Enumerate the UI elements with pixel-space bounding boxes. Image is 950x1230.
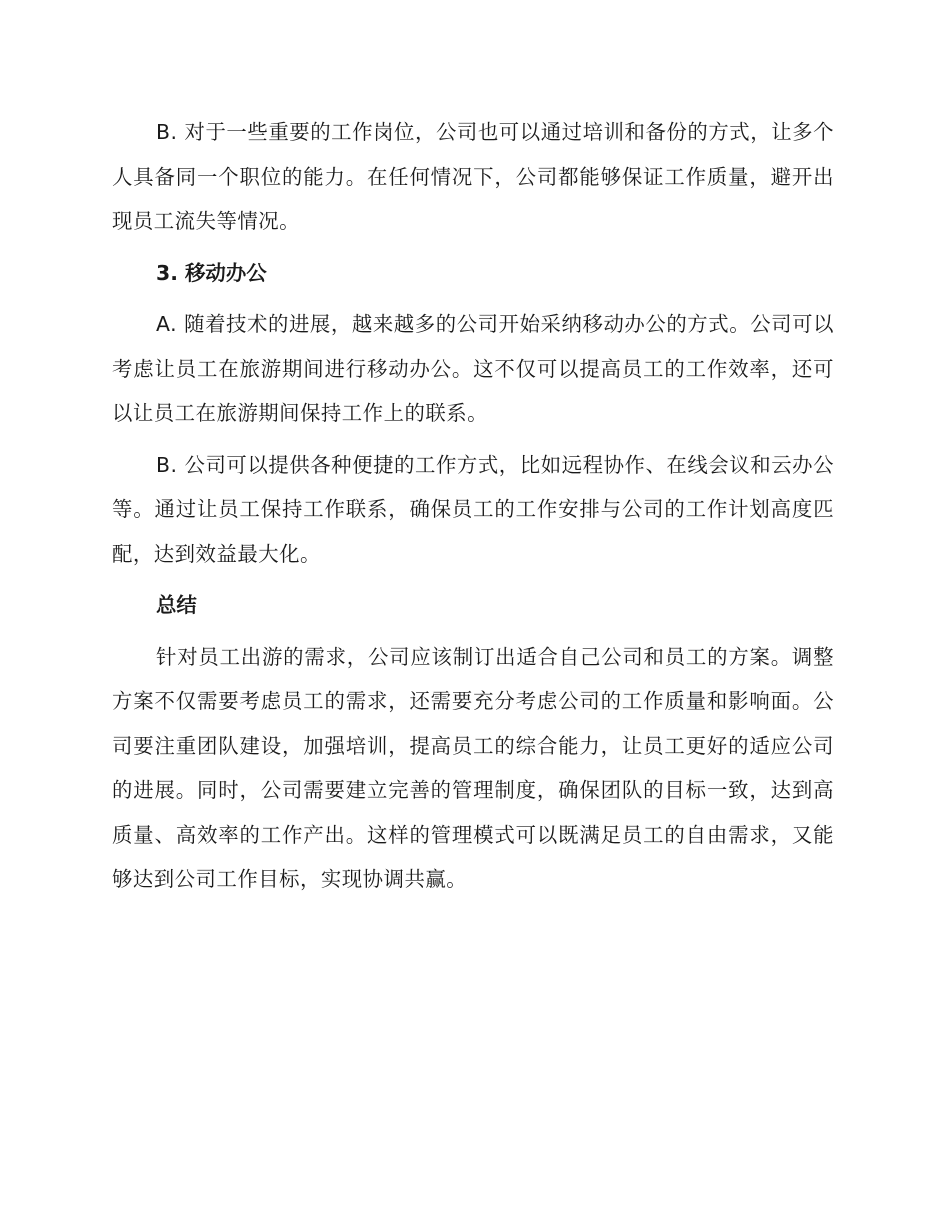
- section-heading-summary: 总结: [156, 593, 197, 617]
- paragraph-summary: 针对员工出游的需求，公司应该制订出适合自己公司和员工的方案。调整方案不仅需要考虑员工的需求，还需要充分考虑公司的工作质量和影响面。公司要注重团队建设，加强培训，提高员工的综合能力，让员工更好的适应公司的进展。同时，公司需要建立完善的管理制度，确保团队的目标一致，达到高质量、高效率的工作产出。这样的管理模式可以既满足员工的自由需求，又能够达到公司工作目标，实现协调共赢。: [112, 644, 834, 891]
- section-heading-mobile-office: 3. 移动办公: [156, 260, 267, 285]
- document-page: [112, 110, 834, 902]
- paragraph-mobile-office-b: B. 公司可以提供各种便捷的工作方式，比如远程协作、在线会议和云办公等。通过让员工保持工作联系，确保员工的工作安排与公司的工作计划高度匹配，达到效益最大化。: [112, 452, 834, 566]
- paragraph-backup-training: B. 对于一些重要的工作岗位，公司也可以通过培训和备份的方式，让多个人具备同一个职位的能力。在任何情况下，公司都能够保证工作质量，避开出现员工流失等情况。: [112, 120, 834, 233]
- paragraph-mobile-office-a: A. 随着技术的进展，越来越多的公司开始采纳移动办公的方式。公司可以考虑让员工在旅游期间进行移动办公。这不仅可以提高员工的工作效率，还可以让员工在旅游期间保持工作上的联系。: [112, 312, 834, 425]
